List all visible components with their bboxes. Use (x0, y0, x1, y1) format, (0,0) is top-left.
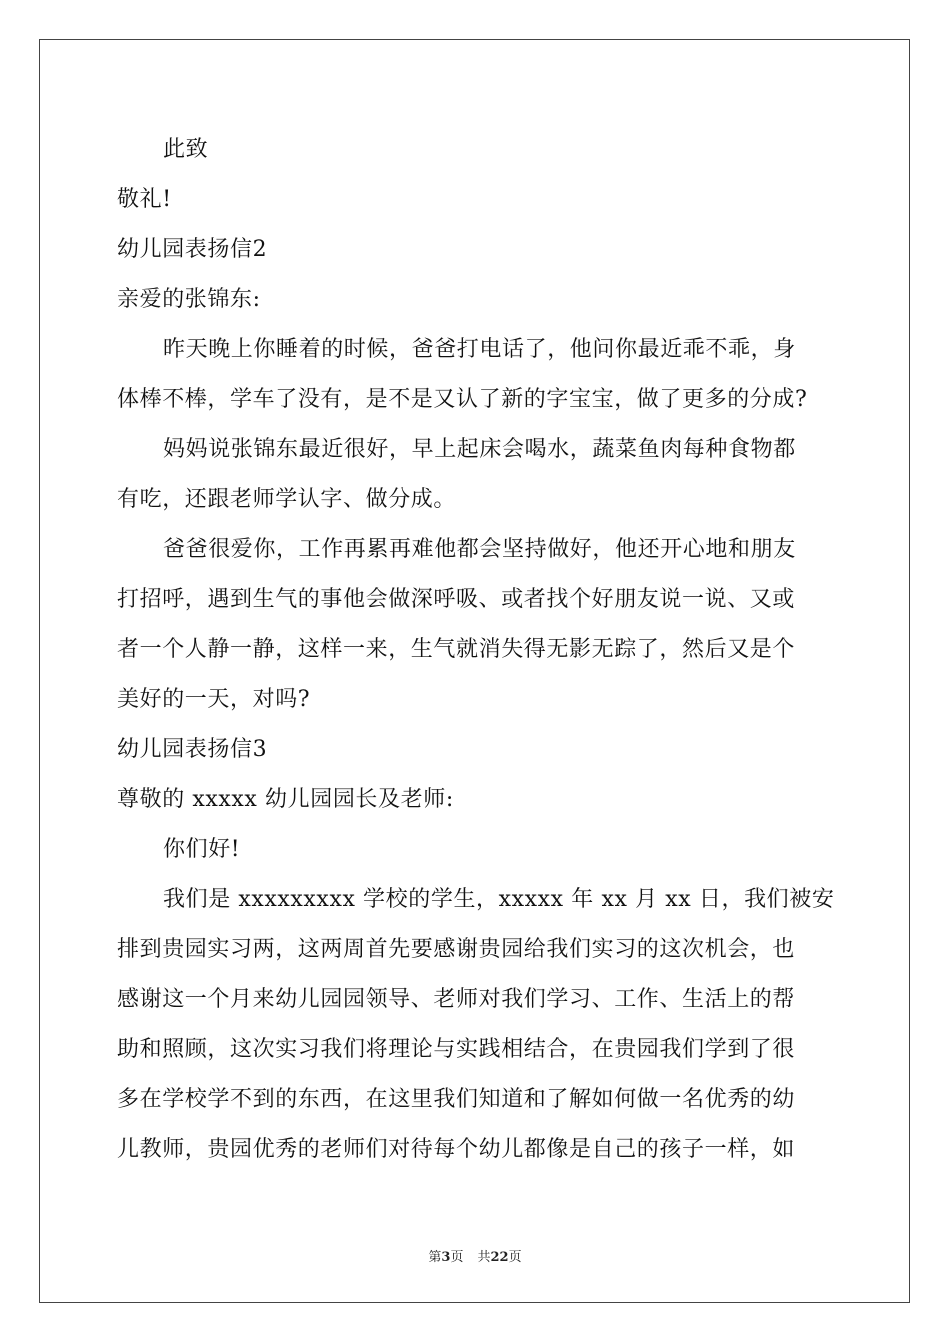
body-line: 多在学校学不到的东西，在这里我们知道和了解如何做一名优秀的幼 (117, 1087, 796, 1112)
body-line: 打招呼，遇到生气的事他会做深呼吸、或者找个好朋友说一说、又或 (117, 587, 796, 612)
footer-prefix: 第 (428, 1250, 442, 1265)
body-line: 儿教师，贵园优秀的老师们对待每个幼儿都像是自己的孩子一样，如 (117, 1137, 796, 1162)
greeting-line: 亲爱的张锦东: (117, 287, 261, 312)
body-line: 爸爸很爱你，工作再累再难他都会坚持做好，他还开心地和朋友 (163, 537, 796, 562)
body-line: 体棒不棒，学车了没有，是不是又认了新的字宝宝，做了更多的分成? (117, 387, 808, 412)
body-line: 感谢这一个月来幼儿园园领导、老师对我们学习、工作、生活上的帮 (117, 987, 796, 1012)
body-line: 我们是 xxxxxxxxx 学校的学生，xxxxx 年 xx 月 xx 日，我们被安 (163, 887, 835, 912)
letter-heading-2: 幼儿园表扬信2 (117, 237, 268, 262)
current-page-number: 3 (441, 1250, 451, 1265)
body-line: 美好的一天，对吗? (117, 687, 311, 712)
body-line: 昨天晚上你睡着的时候，爸爸打电话了，他问你最近乖不乖，身 (163, 337, 796, 362)
footer-page-word: 页 (450, 1250, 464, 1265)
closing-line: 此致 (163, 137, 209, 162)
body-line: 你们好! (163, 837, 241, 862)
body-line: 者一个人静一静，这样一来，生气就消失得无影无踪了，然后又是个 (117, 637, 796, 662)
footer-total-prefix: 共 (477, 1250, 491, 1265)
letter-heading-3: 幼儿园表扬信3 (117, 737, 268, 762)
total-page-count: 22 (490, 1250, 509, 1265)
body-line: 妈妈说张锦东最近很好，早上起床会喝水，蔬菜鱼肉每种食物都 (163, 437, 796, 462)
body-line: 助和照顾，这次实习我们将理论与实践相结合，在贵园我们学到了很 (117, 1037, 796, 1062)
greeting-line: 尊敬的 xxxxx 幼儿园园长及老师: (117, 787, 454, 812)
footer-total-suffix: 页 (508, 1250, 522, 1265)
body-line: 有吃，还跟老师学认字、做分成。 (117, 487, 457, 512)
salutation-line: 敬礼! (117, 187, 172, 212)
page-footer (0, 1246, 950, 1265)
body-line: 排到贵园实习两，这两周首先要感谢贵园给我们实习的这次机会，也 (117, 937, 796, 962)
